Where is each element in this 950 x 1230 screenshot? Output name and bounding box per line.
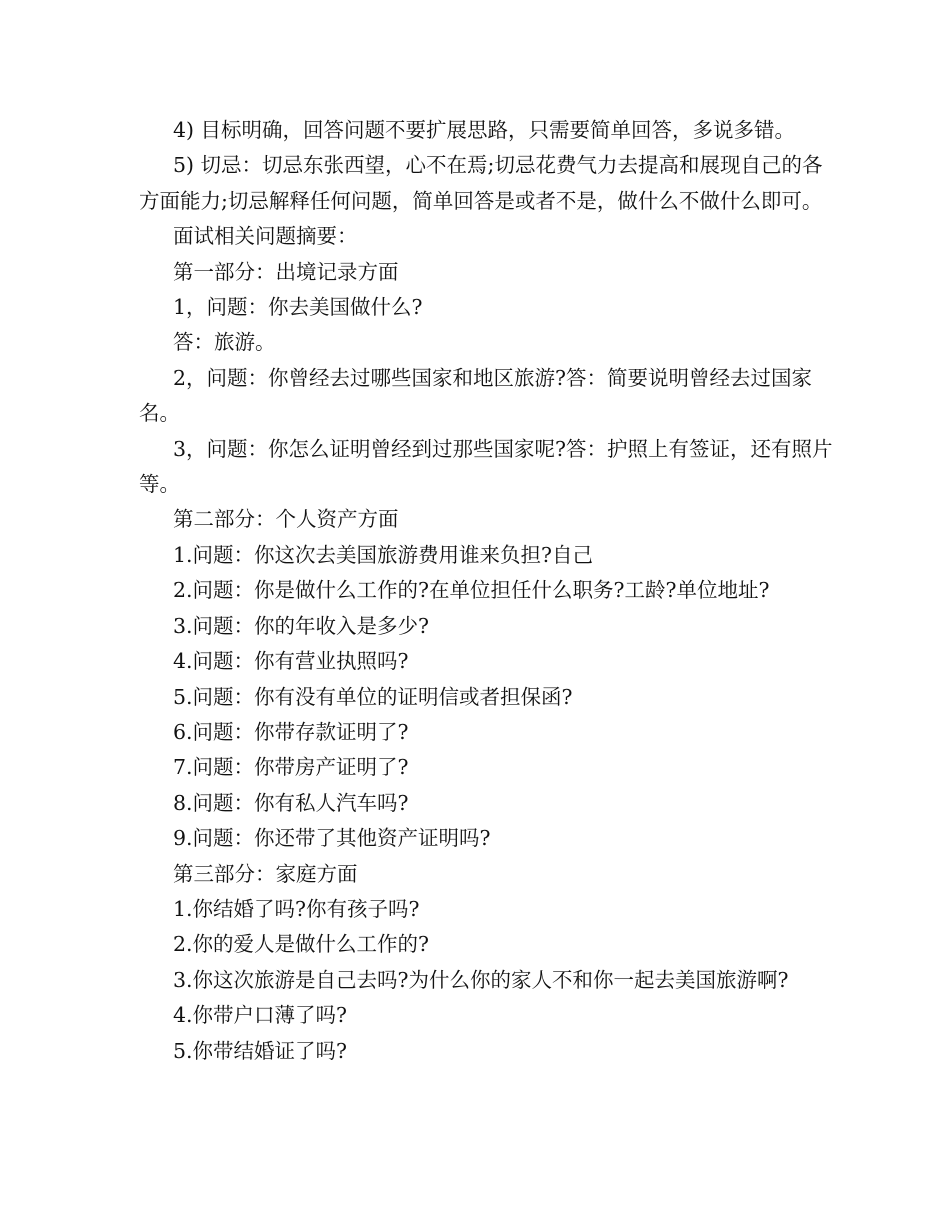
section-heading-part-2: 第二部分：个人资产方面: [173, 507, 399, 532]
section-heading-part-1: 第一部分：出境记录方面: [173, 259, 399, 284]
question-item: 3.你这次旅游是自己去吗?为什么你的家人不和你一起去美国旅游啊?: [173, 967, 789, 992]
question-item: 1.你结婚了吗?你有孩子吗?: [173, 896, 420, 921]
answer-item: 答：旅游。: [173, 330, 276, 355]
question-item: 8.问题：你有私人汽车吗?: [173, 790, 409, 815]
question-item: 9.问题：你还带了其他资产证明吗?: [173, 826, 491, 851]
question-item: 5.问题：你有没有单位的证明信或者担保函?: [173, 684, 573, 709]
paragraph-tip-4: 4) 目标明确，回答问题不要扩展思路，只需要简单回答，多说多错。: [173, 118, 796, 142]
question-item: 2.问题：你是做什么工作的?在单位担任什么职务?工龄?单位地址?: [173, 578, 770, 603]
question-item: 1.问题：你这次去美国旅游费用谁来负担?自己: [173, 542, 594, 567]
question-item: 5.你带结婚证了吗?: [173, 1038, 348, 1063]
paragraph-tip-5: 5) 切忌：切忌东张西望，心不在焉;切忌花费气力去提高和展现自己的各方面能力;切忌解释任何问题，简单回答是或者不是，做什么不做什么即可。: [139, 153, 823, 213]
question-item: 2.你的爱人是做什么工作的?: [173, 932, 430, 957]
question-item: 7.问题：你带房产证明了?: [173, 755, 409, 780]
question-item: 1，问题：你去美国做什么?: [173, 295, 423, 320]
question-item: 4.你带户口薄了吗?: [173, 1003, 348, 1028]
section-heading-part-3: 第三部分：家庭方面: [173, 861, 358, 886]
question-item: 4.问题：你有营业执照吗?: [173, 649, 409, 674]
question-item: 3，问题：你怎么证明曾经到过那些国家呢?答：护照上有签证，还有照片等。: [139, 436, 833, 497]
document-body: [139, 113, 839, 1069]
question-item: 3.问题：你的年收入是多少?: [173, 613, 430, 638]
section-summary-heading: 面试相关问题摘要：: [173, 224, 358, 249]
question-item: 2，问题：你曾经去过哪些国家和地区旅游?答：简要说明曾经去过国家名。: [139, 365, 813, 426]
question-item: 6.问题：你带存款证明了?: [173, 719, 409, 744]
